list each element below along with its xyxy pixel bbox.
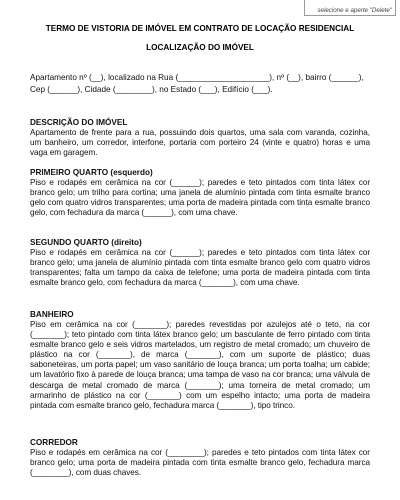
section-body: Piso e rodapés em cerâmica na cor (______); paredes e teto pintados com tinta látex cor branco gelo; uma janela de alumínio pintada com tinta esmalte branco gelo com quatro vidros transparentes; falta um tampo da caixa de telefone; uma porta de madeira pintada com tinta esmalte branco gelo, com fechadura da marca (_______), com uma chave. xyxy=(30,248,370,288)
address-line-2: Cep (______), Cidade (________), no Estado (___), Edifício (___). xyxy=(30,85,273,94)
document-title: TERMO DE VISTORIA DE IMÓVEL EM CONTRATO DE LOCAÇÃO RESIDENCIAL xyxy=(45,24,355,33)
tooltip-text: selecione e aperte "Delete" xyxy=(317,7,392,14)
section-body: Piso e rodapés em cerâmica na cor (______); paredes e teto pintados com tinta látex cor branco gelo; um trilho para cortina; uma janela de alumínio pintada com tinta esmalte branco gelo com quatro vidros transparentes; uma porta de madeira pintada com tinta esmalte branco gelo, com fechadura da marca (______), com uma chave. xyxy=(30,178,370,218)
delete-hint-tooltip xyxy=(304,0,396,16)
section-title: BANHEIRO xyxy=(30,310,74,319)
section-title: SEGUNDO QUARTO (direito) xyxy=(30,238,142,247)
section-second-bedroom xyxy=(30,238,370,288)
section-title: DESCRIÇÃO DO IMÓVEL xyxy=(30,118,128,127)
section-title: CORREDOR xyxy=(30,438,78,447)
section-corridor xyxy=(30,438,370,478)
section-title: PRIMEIRO QUARTO (esquerdo) xyxy=(30,168,153,177)
document-subtitle: LOCALIZAÇÃO DO IMÓVEL xyxy=(146,43,254,52)
address-line-1: Apartamento nº (__), localizado na Rua (____________________), nº (__), bairro (______), xyxy=(30,73,364,82)
section-body: Piso em cerâmica na cor (_______); paredes revestidas por azulejos até o teto, na cor (_______); teto pintado com tinta látex branco gelo; um basculante de ferro pintado com tinta esmalte branco gelo e seis vidros martelados, um registro de metal cromado; um chuveiro de plástico na cor (_______), de marca (_______), com um suporte de plástico; duas saboneteiras, um porta papel; um vaso sanitário de louça branca; um porta toalha; um cabide; um lavatório fixo à parede de louça branca; uma tampa de vaso na cor branca; uma válvula de descarga de metal cromado de marca (_______); uma torneira de metal cromado; um armarinho de plástico na cor (_______) com um espelho intacto; uma porta de madeira pintada com esmalte branco gelo, fechadura marca (_______), tipo trinco. xyxy=(30,320,370,410)
section-body: Apartamento de frente para a rua, possuindo dois quartos, uma sala com varanda, cozinha, um banheiro, um corredor, interfone, portaria com porteiro 24 (vinte e quatro) horas e uma vaga em garagem. xyxy=(30,128,370,158)
section-property-description xyxy=(30,118,370,158)
section-first-bedroom xyxy=(30,168,370,218)
section-body: Piso e rodapés em cerâmica na cor (________); paredes e teto pintados com tinta látex cor branco gelo; uma porta de madeira pintada com tinta esmalte branco gelo, fechadura marca (________), com duas chaves. xyxy=(30,448,370,478)
section-bathroom xyxy=(30,310,370,411)
